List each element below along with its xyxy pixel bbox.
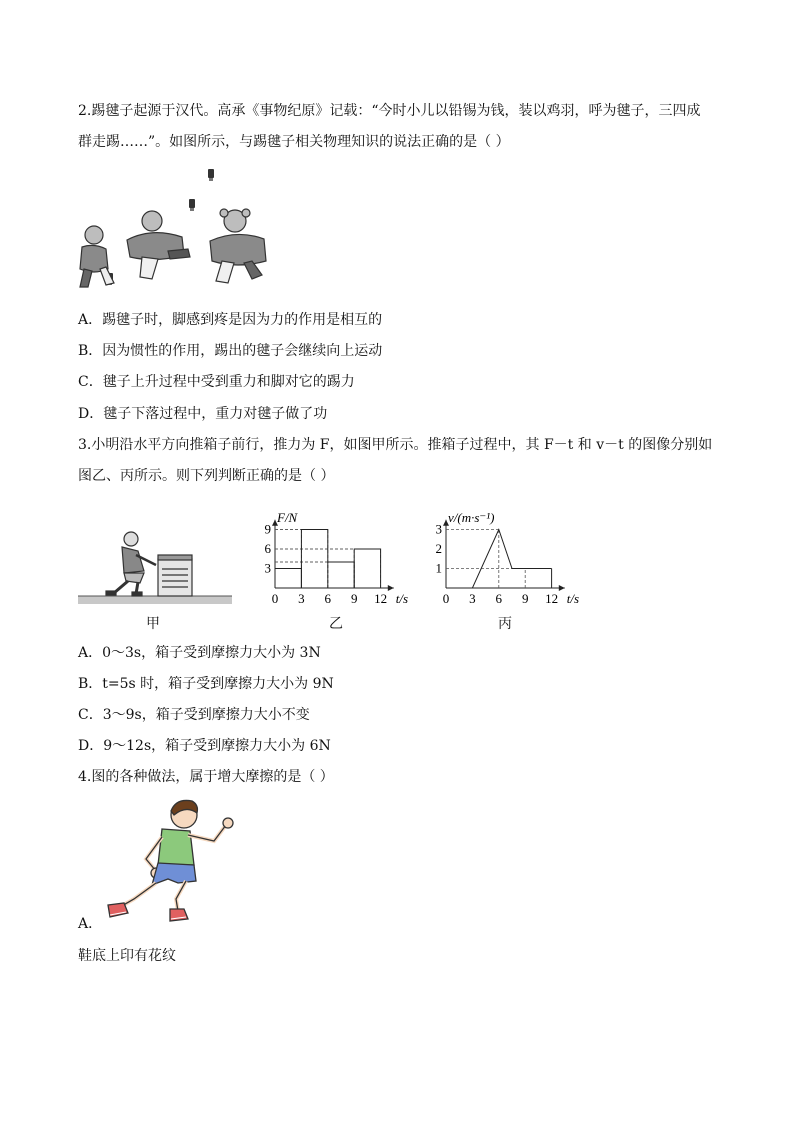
q2-option-c: C．毽子上升过程中受到重力和脚对它的踢力 bbox=[78, 374, 355, 390]
running-boy-illustration bbox=[98, 795, 243, 930]
q3-option-a: A．0～3s，箱子受到摩擦力大小为 3N bbox=[78, 645, 321, 661]
q3-stem-line2: 图乙、丙所示。则下列判断正确的是（ ） bbox=[78, 468, 335, 484]
ground bbox=[78, 596, 232, 604]
shuttlecock-icon bbox=[189, 199, 195, 211]
q4-stem: 4.图的各种做法，属于增大摩擦的是（ ） bbox=[78, 769, 334, 785]
chart-v-t bbox=[424, 495, 599, 615]
x-tick-label: 9 bbox=[521, 591, 529, 606]
kid-left bbox=[80, 226, 114, 287]
x-tick-label: 6 bbox=[324, 591, 332, 606]
q3-stem-line1: 3.小明沿水平方向推箱子前行，推力为 F，如图甲所示。推箱子过程中，其 F－t 和 v－t 的图像分别如 bbox=[78, 437, 713, 453]
kid-middle bbox=[127, 211, 190, 279]
y-tick-label: 6 bbox=[264, 541, 271, 556]
x-tick-label: 0 bbox=[442, 591, 450, 606]
blue-shorts bbox=[152, 863, 196, 885]
chart-f-t bbox=[256, 495, 426, 615]
q2-stem-line2: 群走踢……”。如图所示，与踢毽子相关物理知识的说法正确的是（ ） bbox=[78, 134, 510, 150]
x-tick-label: 3 bbox=[469, 591, 476, 606]
q2-option-b: B．因为惯性的作用，踢出的毽子会继续向上运动 bbox=[78, 343, 383, 359]
y-axis-label: v/(m·s⁻¹) bbox=[448, 509, 495, 525]
series-step bbox=[354, 549, 380, 588]
q4-option-a-caption: 鞋底上印有花纹 bbox=[78, 948, 176, 964]
y-tick-label: 2 bbox=[435, 541, 442, 556]
x-tick-label: 12 bbox=[374, 591, 388, 606]
x-axis-arrow bbox=[559, 585, 565, 591]
series-step bbox=[328, 562, 354, 588]
q2-stem-line1: 2.踢毽子起源于汉代。高承《事物纪原》记载：“今时小儿以铅锡为钱，装以鸡羽，呼为毽子，三四成 bbox=[78, 103, 701, 119]
x-axis-label: t/s bbox=[566, 591, 580, 606]
fig-label-bing: 丙 bbox=[498, 616, 512, 632]
shuttlecock-kids-illustration bbox=[72, 165, 282, 295]
x-tick-label: 9 bbox=[350, 591, 358, 606]
x-tick-label: 0 bbox=[271, 591, 279, 606]
x-axis-arrow bbox=[388, 585, 394, 591]
series-line bbox=[446, 530, 552, 589]
shuttlecock-icon bbox=[208, 169, 214, 181]
fig-label-yi: 乙 bbox=[329, 616, 343, 632]
figure-jia-boy-pushing-box bbox=[78, 525, 234, 607]
q4-option-a-letter: A． bbox=[78, 916, 103, 932]
kid-right bbox=[210, 209, 266, 283]
x-axis-label: t/s bbox=[395, 591, 409, 606]
series-step bbox=[275, 569, 301, 589]
q3-option-d: D．9～12s，箱子受到摩擦力大小为 6N bbox=[78, 738, 331, 754]
y-tick-label: 1 bbox=[435, 560, 442, 576]
y-tick-label: 9 bbox=[264, 521, 271, 537]
boy-pushing bbox=[106, 532, 156, 596]
q2-option-a: A．踢毽子时，脚感到疼是因为力的作用是相互的 bbox=[78, 312, 383, 328]
fig-label-jia: 甲 bbox=[146, 616, 160, 632]
x-tick-label: 12 bbox=[545, 591, 559, 606]
box bbox=[158, 555, 192, 596]
series-step bbox=[301, 530, 327, 589]
q3-option-c: C．3～9s，箱子受到摩擦力大小不变 bbox=[78, 707, 310, 723]
y-tick-label: 3 bbox=[435, 521, 442, 537]
x-tick-label: 3 bbox=[298, 591, 305, 606]
y-tick-label: 3 bbox=[264, 560, 271, 576]
q3-option-b: B．t=5s 时，箱子受到摩擦力大小为 9N bbox=[78, 676, 334, 692]
x-tick-label: 6 bbox=[495, 591, 503, 606]
q2-option-d: D．毽子下落过程中，重力对毽子做了功 bbox=[78, 406, 328, 422]
y-axis-label: F/N bbox=[277, 509, 298, 525]
